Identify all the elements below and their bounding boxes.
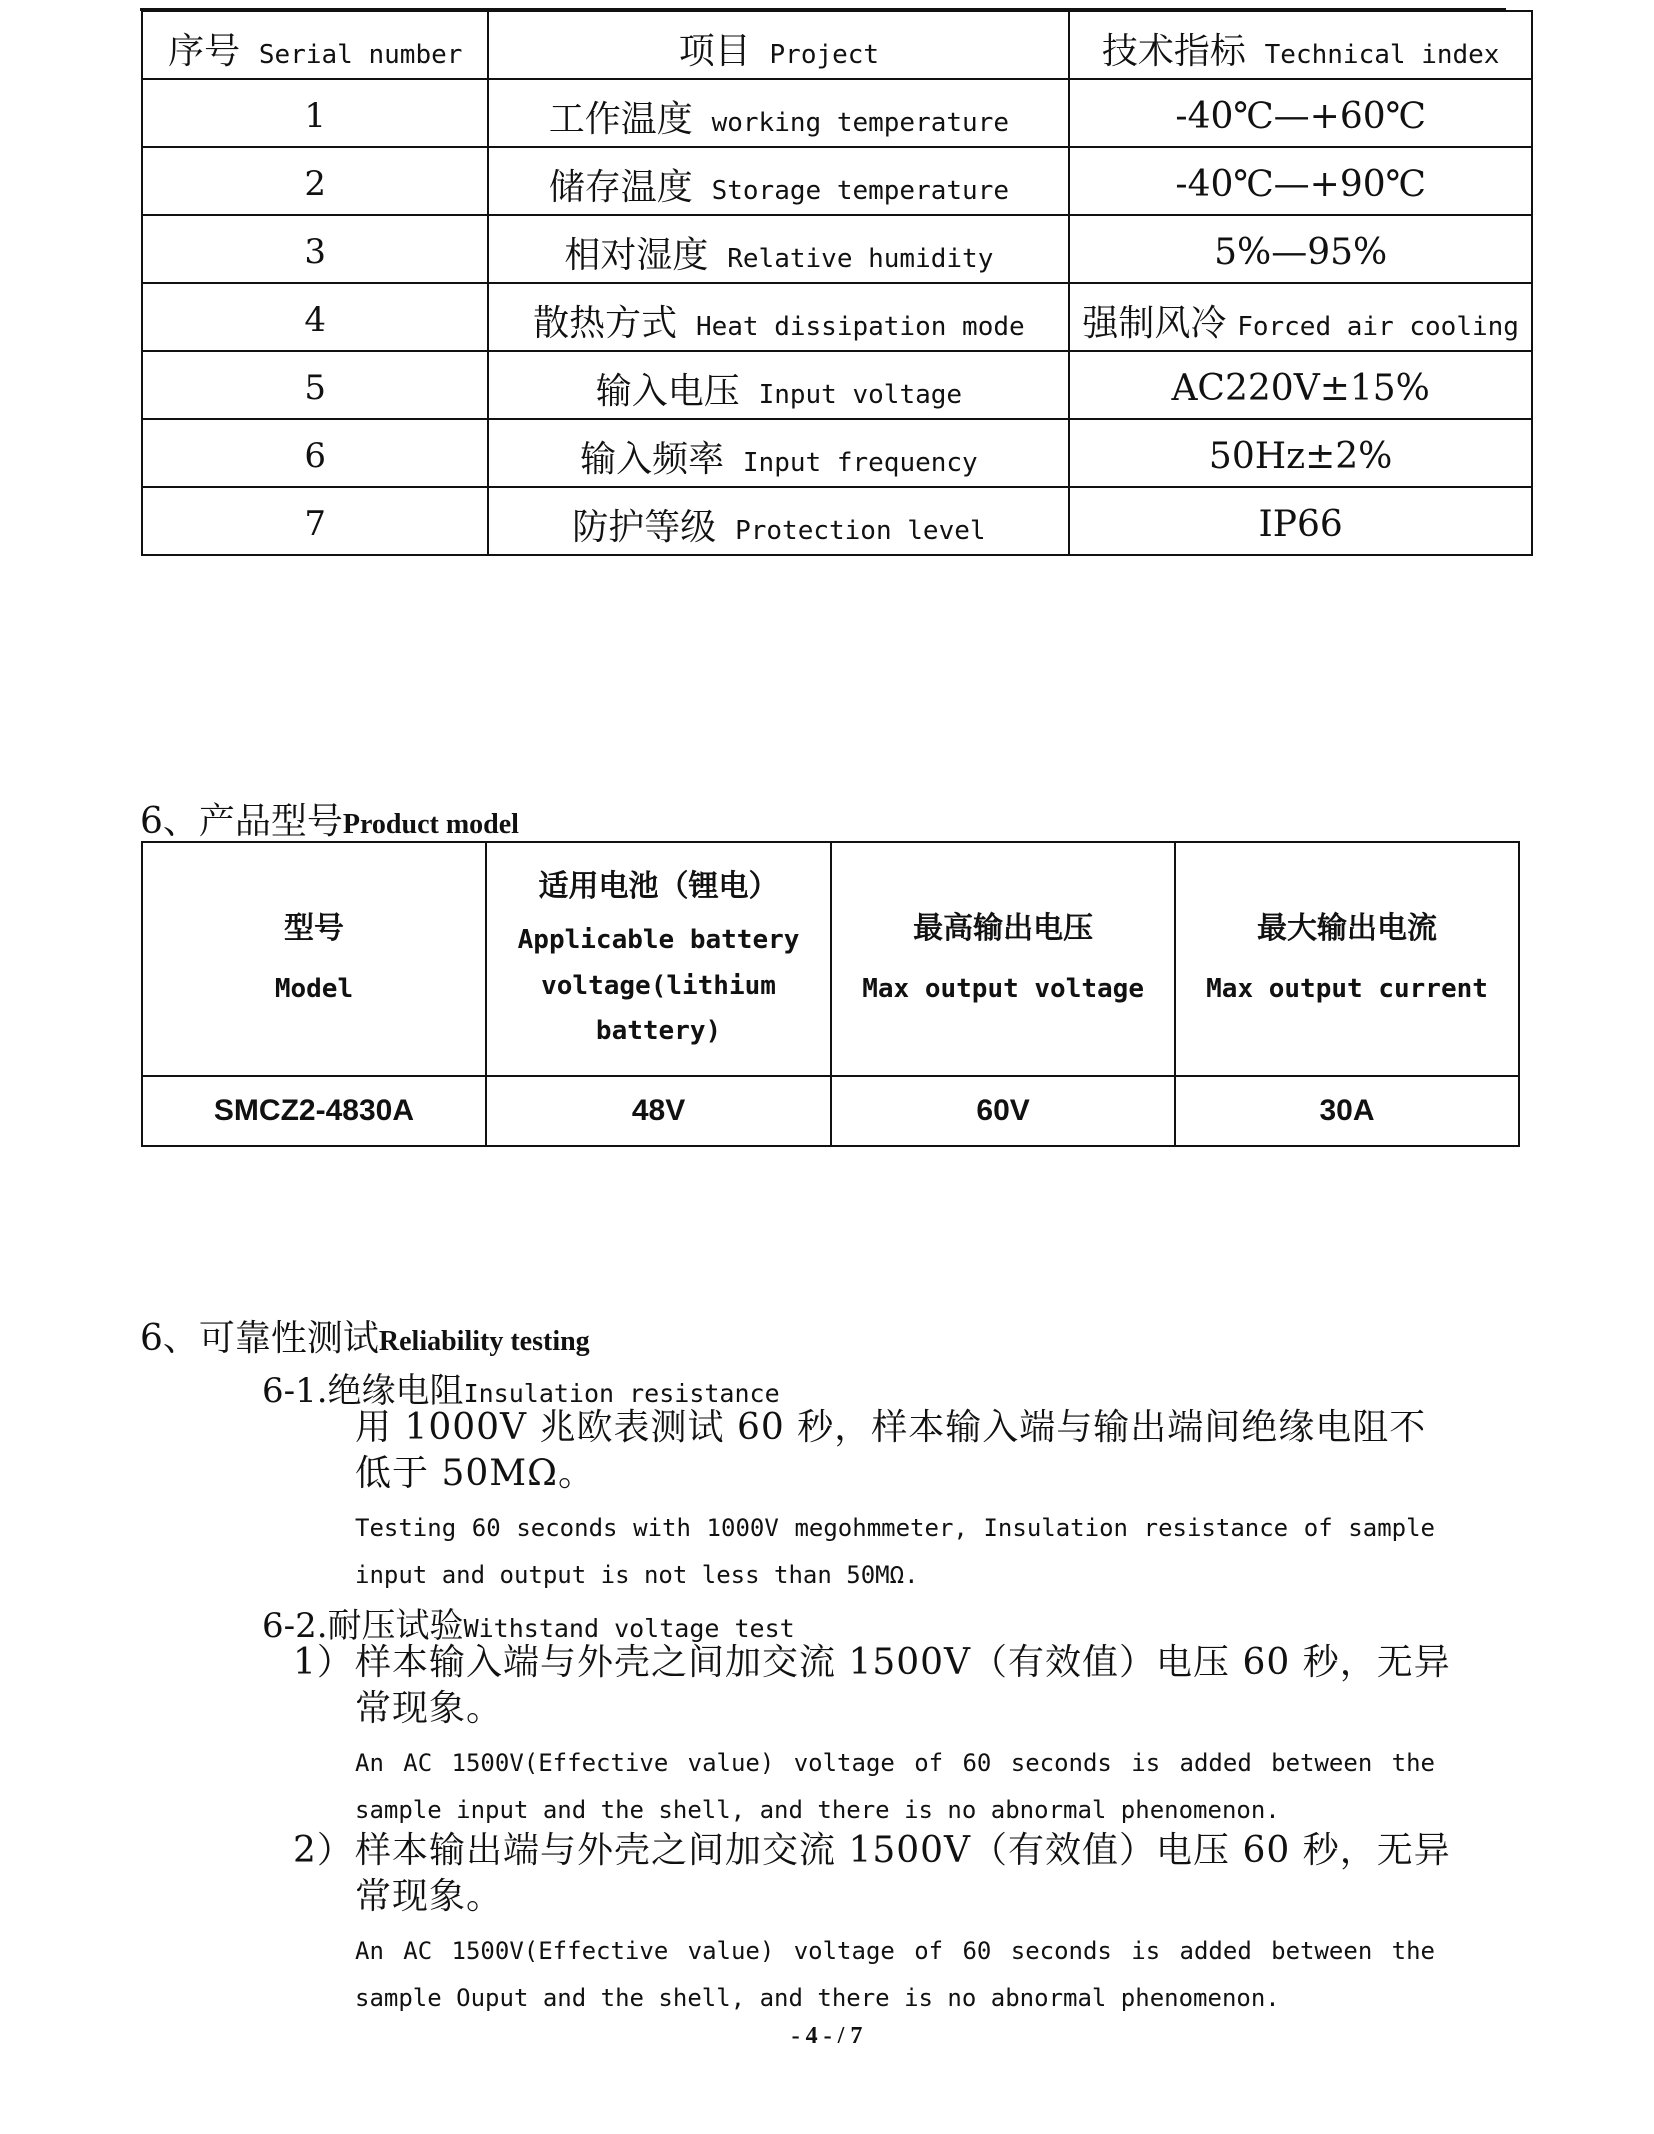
table-row xyxy=(142,351,1532,419)
item1-number: 1） xyxy=(293,1642,354,1683)
row-value: 强制风冷 Forced air cooling xyxy=(1069,283,1532,351)
header-index: 技术指标 Technical index xyxy=(1069,11,1532,79)
row-value: -40℃—+90℃ xyxy=(1069,147,1532,215)
withstand-heading: 6-2.耐压试验Withstand voltage test xyxy=(262,1606,795,1646)
reliability-heading: 6、可靠性测试Reliability testing xyxy=(140,1318,590,1359)
row-project: 散热方式 Heat dissipation mode xyxy=(488,283,1069,351)
row-number: 3 xyxy=(142,215,488,283)
row-number: 6 xyxy=(142,419,488,487)
header-model: 型号 Model xyxy=(142,842,486,1076)
spec-table xyxy=(141,10,1533,556)
table-row xyxy=(142,215,1532,283)
header-serial: 序号 Serial number xyxy=(142,11,488,79)
page-number: - 4 - / 7 xyxy=(791,2023,863,2049)
row-value: 5%—95% xyxy=(1069,215,1532,283)
row-number: 1 xyxy=(142,79,488,147)
item2-number: 2） xyxy=(293,1830,354,1871)
item1-en-text: An AC 1500V(Effective value) voltage of 60 seconds is added between the sample input and the shell, and there is no abnormal phenomenon. xyxy=(355,1749,1435,1824)
header-max-voltage: 最高输出电压 Max output voltage xyxy=(831,842,1175,1076)
row-value: -40℃—+60℃ xyxy=(1069,79,1532,147)
row-number: 5 xyxy=(142,351,488,419)
product-model-table xyxy=(141,841,1520,1147)
cell-max-voltage: 60V xyxy=(831,1076,1175,1146)
row-project: 工作温度 working temperature xyxy=(488,79,1069,147)
row-project: 储存温度 Storage temperature xyxy=(488,147,1069,215)
table-row xyxy=(142,419,1532,487)
cell-battery: 48V xyxy=(486,1076,831,1146)
row-project: 相对湿度 Relative humidity xyxy=(488,215,1069,283)
row-number: 7 xyxy=(142,487,488,555)
model-header-row xyxy=(142,842,1519,1076)
cell-model: SMCZ2-4830A xyxy=(142,1076,486,1146)
row-project: 防护等级 Protection level xyxy=(488,487,1069,555)
item1-zh-text: 样本输入端与外壳之间加交流 1500V（有效值）电压 60 秒，无异 常现象。 xyxy=(355,1642,1451,1729)
header-project: 项目 Project xyxy=(488,11,1069,79)
row-project: 输入电压 Input voltage xyxy=(488,351,1069,419)
table-row xyxy=(142,147,1532,215)
row-value: AC220V±15% xyxy=(1069,351,1532,419)
insulation-heading: 6-1.绝缘电阻Insulation resistance xyxy=(262,1371,780,1411)
insulation-en-text: Testing 60 seconds with 1000V megohmmeter, Insulation resistance of sample input and output is not less than 50MΩ. xyxy=(355,1514,1435,1589)
table-row xyxy=(142,487,1532,555)
item2-zh-text: 样本输出端与外壳之间加交流 1500V（有效值）电压 60 秒，无异 常现象。 xyxy=(355,1830,1451,1917)
insulation-zh-text: 用 1000V 兆欧表测试 60 秒，样本输入端与输出端间绝缘电阻不 低于 50MΩ。 xyxy=(355,1407,1427,1494)
row-number: 2 xyxy=(142,147,488,215)
row-project: 输入频率 Input frequency xyxy=(488,419,1069,487)
spec-header-row xyxy=(142,11,1532,79)
table-row xyxy=(142,79,1532,147)
table-row xyxy=(142,283,1532,351)
product-model-heading: 6、产品型号Product model xyxy=(140,801,519,842)
cell-max-current: 30A xyxy=(1175,1076,1519,1146)
row-number: 4 xyxy=(142,283,488,351)
table-row xyxy=(142,1076,1519,1146)
header-max-current: 最大输出电流 Max output current xyxy=(1175,842,1519,1076)
item2-en-text: An AC 1500V(Effective value) voltage of 60 seconds is added between the sample Ouput and the shell, and there is no abnormal phenomenon. xyxy=(355,1937,1435,2012)
row-value: 50Hz±2% xyxy=(1069,419,1532,487)
header-battery: 适用电池（锂电） Applicable battery voltage(lithium battery) xyxy=(486,842,831,1076)
row-value: IP66 xyxy=(1069,487,1532,555)
